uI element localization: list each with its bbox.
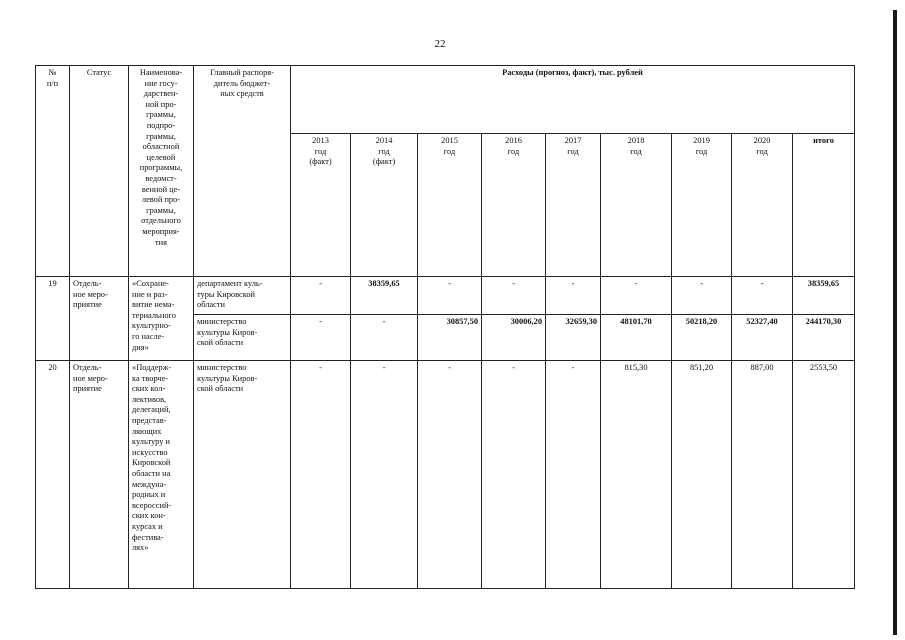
header-year-2019: 2019 год [672, 134, 732, 277]
value-2014: - [351, 361, 418, 589]
row-number: 20 [36, 361, 70, 589]
value-2013: - [291, 361, 351, 589]
row-budget-manager: департамент куль- туры Кировской области [194, 277, 291, 315]
header-year-2017: 2017 год [546, 134, 601, 277]
table-row [36, 361, 855, 589]
value-2018: 815,30 [601, 361, 672, 589]
value-2019: 50218,20 [672, 315, 732, 361]
value-2016: 30006,20 [482, 315, 546, 361]
row-program-name: «Поддерж- ка творче- ских кол- лективов, делегаций, представ- ляющих культуру и искусство Кировской области на междуна- родных и всероссий- ских кон- курсах и фестива- лях» [129, 361, 194, 589]
value-2014: - [351, 315, 418, 361]
row-status: Отдель- ное меро- приятие [70, 361, 129, 589]
value-2017: - [546, 361, 601, 589]
header-year-2014: 2014 год (факт) [351, 134, 418, 277]
header-total: итого [793, 134, 855, 277]
value-2020: 887,00 [732, 361, 793, 589]
expenses-table-container [35, 65, 855, 589]
value-2020: - [732, 277, 793, 315]
header-year-2016: 2016 год [482, 134, 546, 277]
table-row [36, 277, 855, 315]
expenses-table [35, 65, 855, 589]
scan-edge-bar [893, 10, 897, 635]
value-2016: - [482, 361, 546, 589]
value-2019: 851,20 [672, 361, 732, 589]
header-status: Статус [70, 66, 129, 277]
row-status: Отдель- ное меро- приятие [70, 277, 129, 361]
header-expenses: Расходы (прогноз, факт), тыс. рублей [291, 66, 855, 134]
row-budget-manager: министерство культуры Киров- ской области [194, 315, 291, 361]
value-2015: - [418, 361, 482, 589]
header-row-number: № п/п [36, 66, 70, 277]
value-total: 2553,50 [793, 361, 855, 589]
header-year-2020: 2020 год [732, 134, 793, 277]
row-number: 19 [36, 277, 70, 361]
value-2018: - [601, 277, 672, 315]
value-2014: 38359,65 [351, 277, 418, 315]
header-year-2013: 2013 год (факт) [291, 134, 351, 277]
value-2017: 32659,30 [546, 315, 601, 361]
row-budget-manager: министерство культуры Киров- ской области [194, 361, 291, 589]
value-total: 38359,65 [793, 277, 855, 315]
value-2017: - [546, 277, 601, 315]
value-2013: - [291, 277, 351, 315]
value-2018: 48101,70 [601, 315, 672, 361]
value-2019: - [672, 277, 732, 315]
header-year-2015: 2015 год [418, 134, 482, 277]
header-budget-manager: Главный распоря- дитель бюджет- ных средств [194, 66, 291, 277]
row-program-name: «Сохране- ние и раз- витие нема- териального культурно- го насле- дия» [129, 277, 194, 361]
value-2015: 30857,50 [418, 315, 482, 361]
header-program-name: Наименова- ние госу- дарствен- ной про- граммы, подпро- граммы, областной целевой программы, ведомст- венной це- левой про- граммы, отдельного мероприя- тия [129, 66, 194, 277]
page-number: 22 [434, 38, 446, 50]
header-year-2018: 2018 год [601, 134, 672, 277]
value-total: 244170,30 [793, 315, 855, 361]
value-2015: - [418, 277, 482, 315]
value-2016: - [482, 277, 546, 315]
value-2020: 52327,40 [732, 315, 793, 361]
value-2013: - [291, 315, 351, 361]
